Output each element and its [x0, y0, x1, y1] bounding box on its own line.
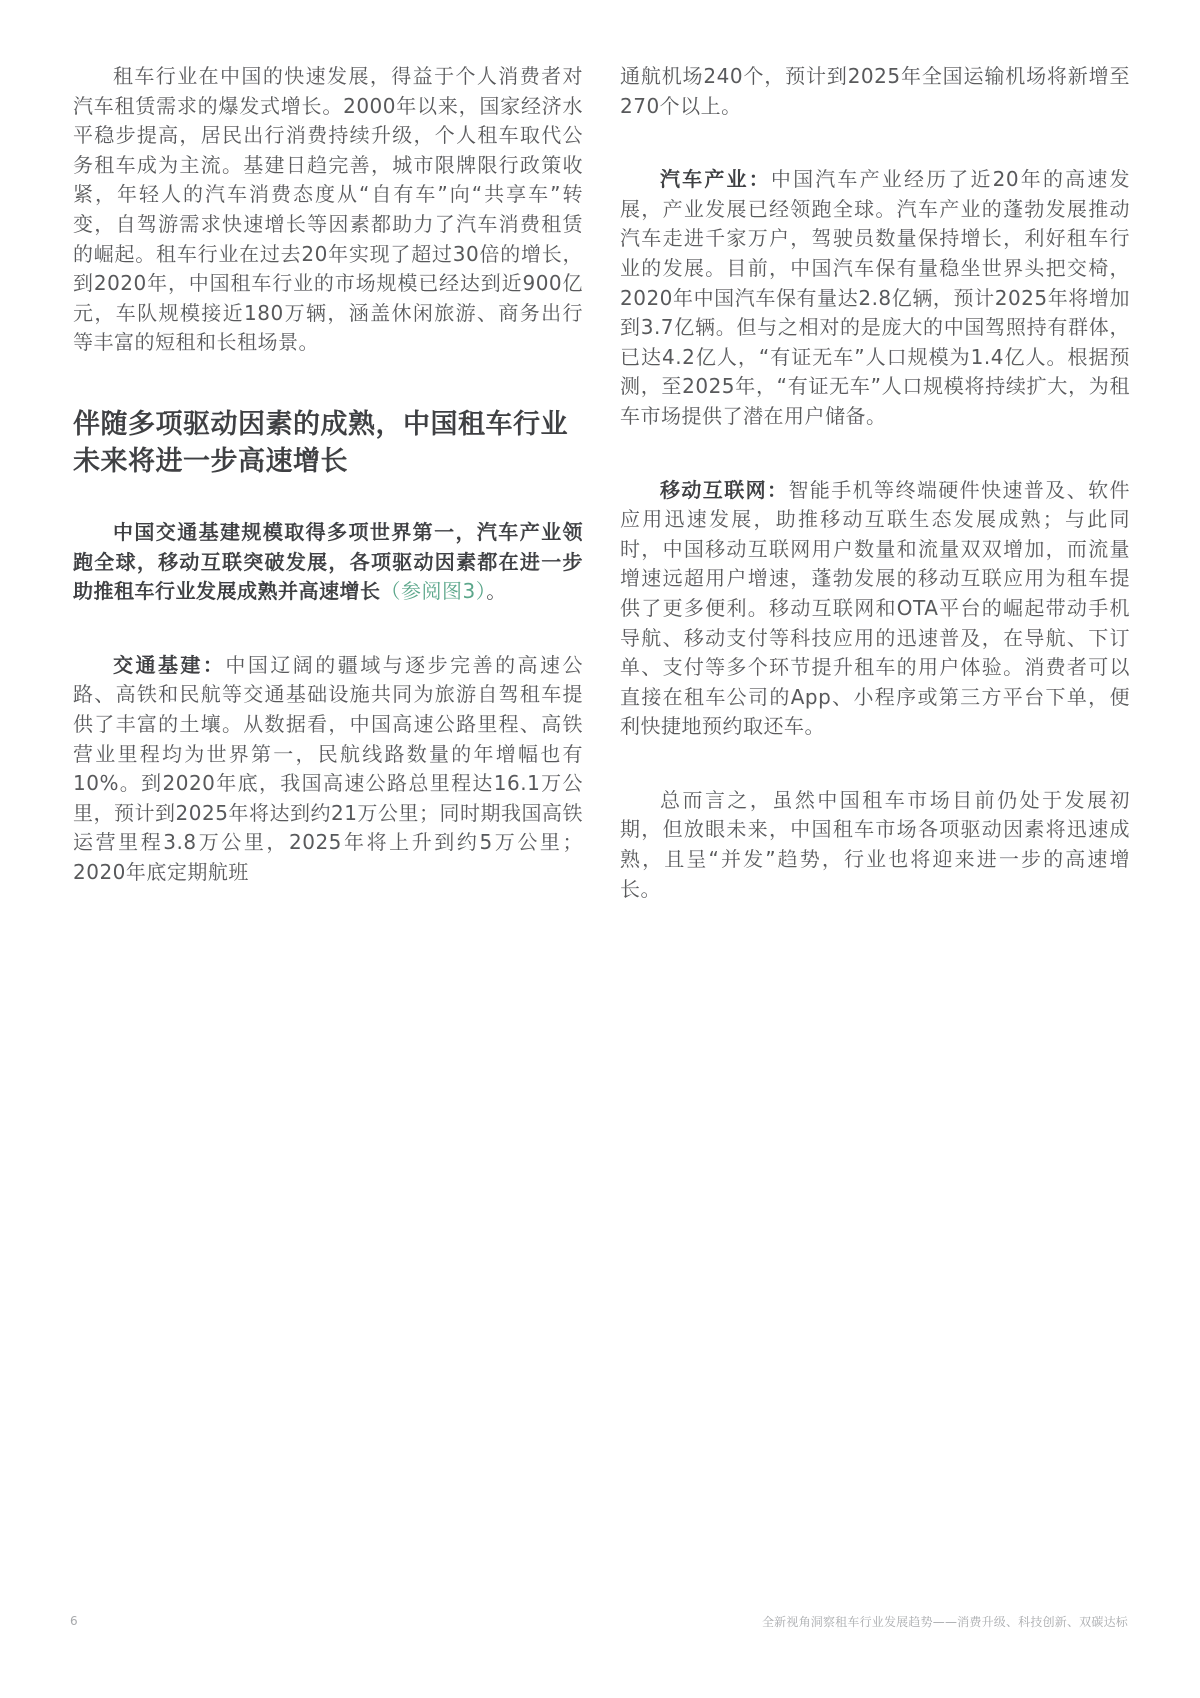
mobile-internet-label: 移动互联网： [660, 477, 789, 502]
lead-bold-text: 中国交通基建规模取得多项世界第一，汽车产业领跑全球，移动互联突破发展，各项驱动因素都在进一步助推租车行业发展成熟并高速增长 [73, 519, 583, 604]
infrastructure-paragraph [73, 651, 583, 888]
auto-industry-text: 中国汽车产业经历了近20年的高速发展，产业发展已经领跑全球。汽车产业的蓬勃发展推动汽车走进千家万户，驾驶员数量保持增长，利好租车行业的发展。目前，中国汽车保有量稳坐世界头把交椅，2020年中国汽车保有量达2.8亿辆，预计2025年将增加到3.7亿辆。但与之相对的是庞大的中国驾照持有群体，已达4.2亿人，“有证无车”人口规模为1.4亿人。根据预测，至2025年，“有证无车”人口规模将持续扩大，为租车市场提供了潜在用户储备。 [620, 167, 1130, 428]
infrastructure-text: 中国辽阔的疆域与逐步完善的高速公路、高铁和民航等交通基础设施共同为旅游自驾租车提供了丰富的土壤。从数据看，中国高速公路里程、高铁营业里程均为世界第一，民航线路数量的年增幅也有10%。到2020年底，我国高速公路总里程达16.1万公里，预计到2025年将达到约21万公里；同时期我国高铁运营里程3.8万公里，2025年将上升到约5万公里；2020年底定期航班 [73, 652, 583, 884]
lead-tail: 。 [486, 579, 507, 604]
infrastructure-continued: 通航机场240个，预计到2025年全国运输机场将新增至270个以上。 [620, 64, 1130, 118]
mobile-internet-paragraph [620, 476, 1130, 742]
auto-industry-paragraph [620, 165, 1130, 431]
infrastructure-label: 交通基建： [113, 652, 226, 677]
footer-title: 全新视角洞察租车行业发展趋势——消费升级、科技创新、双碳达标 [761, 1615, 1128, 1629]
lead-paragraph [73, 518, 583, 607]
summary-paragraph: 总而言之，虽然中国租车市场目前仍处于发展初期，但放眼未来，中国租车市场各项驱动因素将迅速成熟，且呈“并发”趋势，行业也将迎来进一步的高速增长。 [620, 787, 1130, 901]
figure-reference-link[interactable]: （参阅图3） [380, 579, 487, 604]
section-heading: 伴随多项驱动因素的成熟，中国租车行业未来将进一步高速增长 [73, 408, 568, 477]
intro-paragraph: 租车行业在中国的快速发展，得益于个人消费者对汽车租赁需求的爆发式增长。2000年以来，国家经济水平稳步提高，居民出行消费持续升级，个人租车取代公务租车成为主流。基建日趋完善，城市限牌限行政策收紧，年轻人的汽车消费态度从“自有车”向“共享车”转变，自驾游需求快速增长等因素都助力了汽车消费租赁的崛起。租车行业在过去20年实现了超过30倍的增长，到2020年，中国租车行业的市场规模已经达到近900亿元，车队规模接近180万辆，涵盖休闲旅游、商务出行等丰富的短租和长租场景。 [73, 64, 583, 355]
mobile-internet-text: 智能手机等终端硬件快速普及、软件应用迅速发展，助推移动互联生态发展成熟；与此同时，中国移动互联网用户数量和流量双双增加，而流量增速远超用户增速，蓬勃发展的移动互联应用为租车提供了更多便利。移动互联网和OTA平台的崛起带动手机导航、移动支付等科技应用的迅速普及，在导航、下订单、支付等多个环节提升租车的用户体验。消费者可以直接在租车公司的App、小程序或第三方平台下单，便利快捷地预约取还车。 [620, 477, 1131, 739]
left-column [73, 62, 583, 887]
right-column [620, 62, 1130, 904]
auto-industry-label: 汽车产业： [660, 167, 771, 192]
page-number: 6 [70, 1614, 78, 1628]
